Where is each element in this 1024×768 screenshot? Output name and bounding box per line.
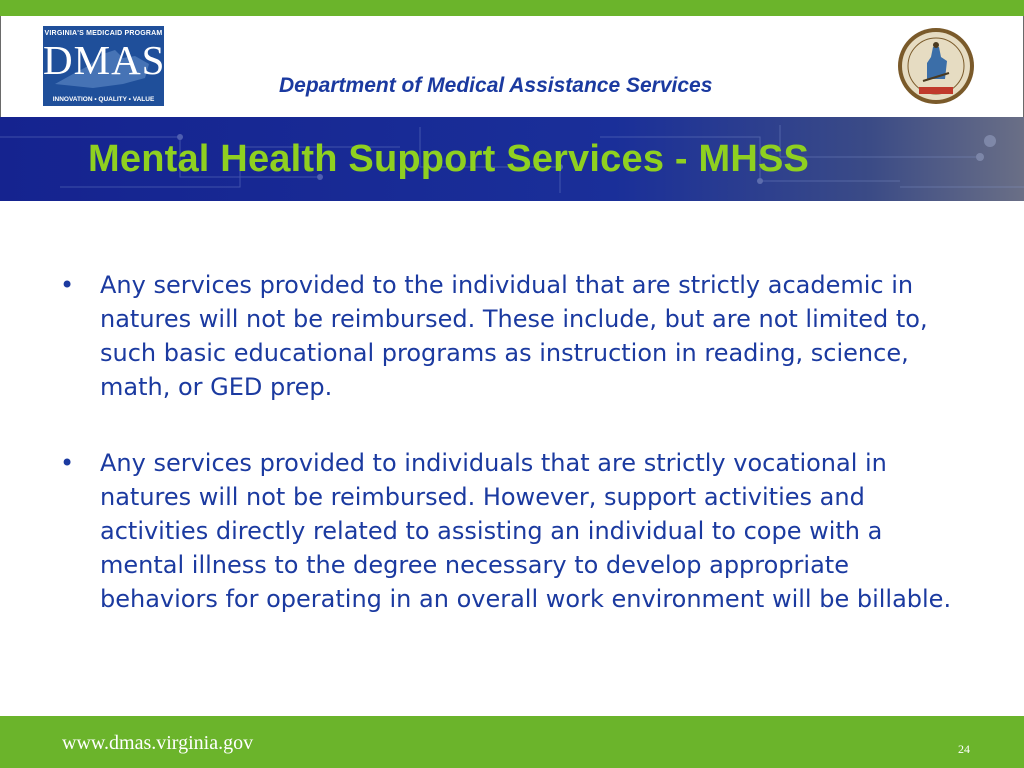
list-item — [60, 268, 960, 404]
header — [0, 16, 1024, 117]
footer-bar — [0, 716, 1024, 768]
bullet-list — [60, 268, 960, 658]
department-title: Department of Medical Assistance Services — [279, 74, 713, 97]
page-number: 24 — [958, 742, 970, 756]
dmas-logo — [43, 26, 164, 106]
logo-top-text: VIRGINIA'S MEDICAID PROGRAM — [44, 30, 163, 37]
list-item — [60, 446, 960, 616]
virginia-seal-icon — [897, 27, 975, 105]
slide-title: Mental Health Support Services - MHSS — [88, 138, 810, 180]
bullet-marker: • — [60, 271, 75, 299]
bullet-marker: • — [60, 449, 75, 477]
footer-url: www.dmas.virginia.gov — [62, 732, 254, 754]
logo-name: DMAS — [43, 37, 166, 83]
bullet-text: Any services provided to the individual that are strictly academic in natures will not be reimbursed. These include, but are not limited to, such basic educational programs as instruction in reading, science, math, or GED prep. — [100, 271, 928, 401]
top-accent-bar — [0, 0, 1024, 16]
bullet-text: Any services provided to individuals that are strictly vocational in natures will not be reimbursed. However, support activities and activities directly related to assisting an individual to cope with a mental illness to the degree necessary to develop appropriate behaviors for operating in an overall work environment will be billable. — [100, 449, 952, 613]
logo-tagline: INNOVATION • QUALITY • VALUE — [52, 96, 155, 103]
